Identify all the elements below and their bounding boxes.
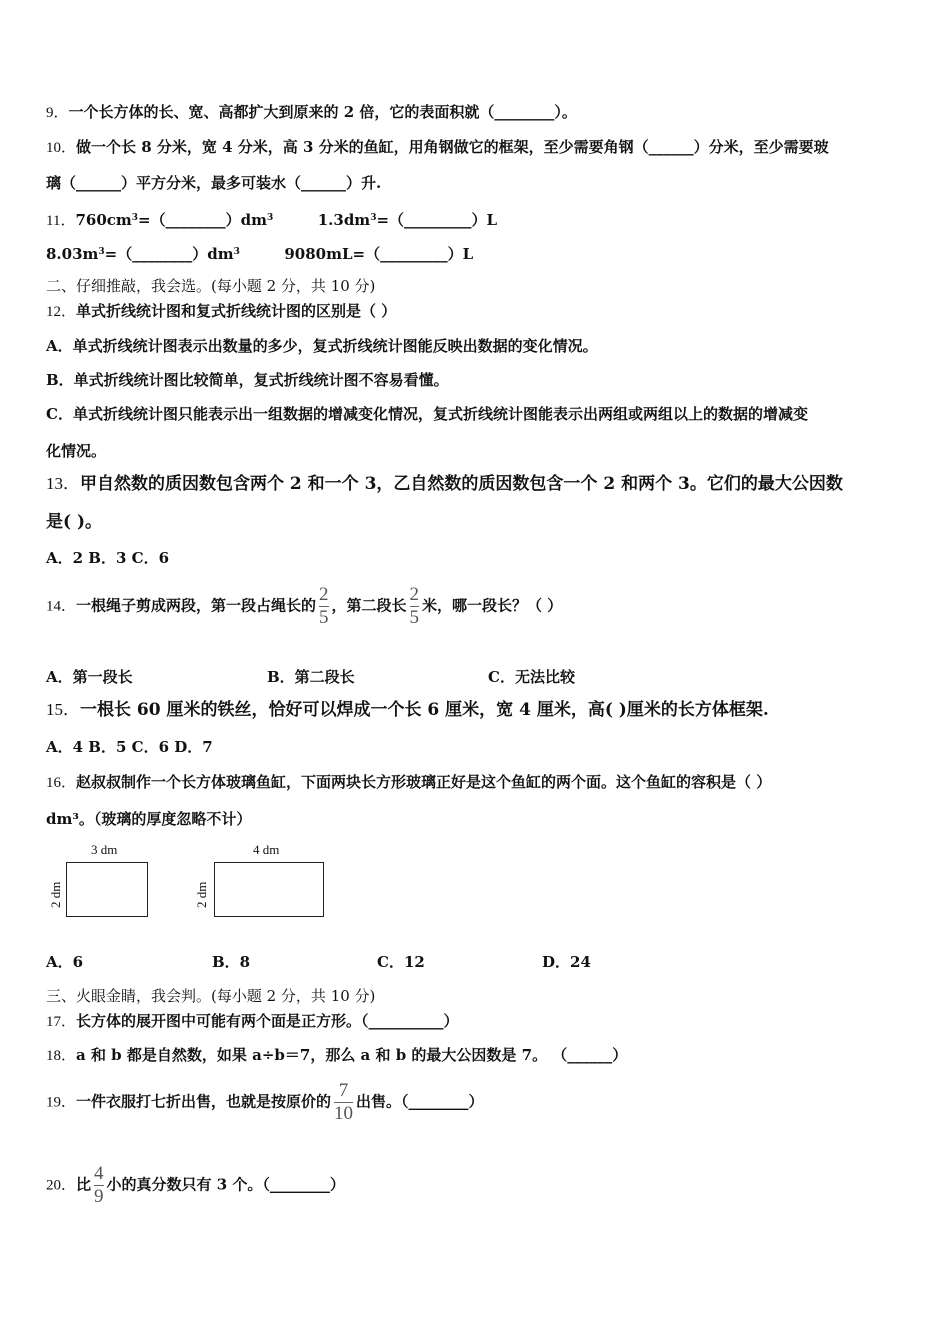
section-3-heading: 三、火眼金睛，我会判。(每小题 2 分，共 10 分): [46, 987, 376, 1005]
question-number: 16．: [46, 775, 77, 791]
numerator: 2: [319, 584, 329, 605]
height-label: 2 dm: [48, 881, 63, 908]
rectangle-figure-1: [46, 842, 156, 922]
question-13-options: A．2 B．3 C．6: [46, 549, 170, 567]
width-label: 3 dm: [91, 842, 118, 857]
question-16-line1: [46, 772, 771, 793]
question-text: 一个长方体的长、宽、高都扩大到原来的 2 倍，它的表面积就（________）。: [68, 103, 577, 121]
superscript: 3: [98, 247, 105, 257]
question-number: 9．: [46, 105, 69, 121]
question-text: 小的真分数只有 3 个。（________）: [106, 1175, 345, 1194]
superscript: 3: [370, 213, 377, 223]
question-10-line2: 璃（______）平方分米，最多可装水（______）升.: [46, 174, 382, 192]
denominator: 5: [409, 607, 420, 628]
height-label: 2 dm: [194, 881, 209, 908]
question-12-option-c-cont: 化情况。: [46, 442, 107, 460]
question-text: 赵叔叔制作一个长方体玻璃鱼缸，下面两块长方形玻璃正好是这个鱼缸的两个面。这个鱼缸的容积是（ ）: [76, 773, 772, 791]
rectangle: [214, 862, 324, 917]
conversion-a-rest: =（________）dm: [138, 211, 267, 229]
question-text: 单式折线统计图和复式折线统计图的区别是（ ）: [76, 302, 397, 320]
fraction: [94, 1163, 104, 1208]
conversion-b-rest: =（_________）L: [376, 211, 498, 229]
question-text: 一根长 60 厘米的铁丝，恰好可以焊成一个长 6 厘米，宽 4 厘米，高( )厘米的长方体框架.: [80, 700, 769, 720]
fraction: [410, 584, 420, 629]
question-16-option-d: D．24: [542, 953, 591, 971]
width-label: 4 dm: [253, 842, 280, 857]
question-11-line2: [46, 242, 473, 264]
question-12-option-a: A．单式折线统计图表示出数量的多少，复式折线统计图能反映出数据的变化情况。: [46, 337, 598, 355]
question-text: 做一个长 8 分米，宽 4 分米，高 3 分米的鱼缸，用角钢做它的框架，至少需要角钢（______）分米，至少需要玻: [76, 138, 829, 156]
question-number: 13．: [46, 474, 80, 493]
question-number: 19．: [46, 1094, 77, 1111]
question-20: [46, 1163, 345, 1208]
question-12-option-c: C．单式折线统计图只能表示出一组数据的增减变化情况，复式折线统计图能表示出两组或两组以上的数据的增减变: [46, 405, 808, 423]
conversion-a: 760cm: [75, 211, 132, 229]
question-number: 10．: [46, 140, 77, 156]
conversion-c-rest: =（________）dm: [104, 245, 234, 263]
question-text: 一件衣服打七折出售，也就是按原价的: [76, 1092, 332, 1111]
superscript: 3: [131, 213, 139, 223]
question-17: [46, 1011, 459, 1032]
denominator: 9: [94, 1186, 104, 1207]
question-18: [46, 1045, 627, 1066]
question-15-options: A．4 B．5 C．6 D．7: [46, 738, 213, 756]
question-9: [46, 102, 577, 123]
question-16-line2: dm³。（玻璃的厚度忽略不计）: [46, 810, 252, 828]
question-number: 14．: [46, 598, 77, 615]
conversion-d: 9080mL=（_________）L: [284, 245, 474, 263]
conversion-c: 8.03m: [46, 245, 99, 263]
question-16-option-a: A．6: [46, 953, 84, 971]
question-13-line2: 是( )。: [46, 512, 103, 532]
superscript: 3: [233, 247, 240, 257]
conversion-b: 1.3dm: [317, 211, 371, 229]
question-number: 17．: [46, 1014, 77, 1030]
question-text: 出售。（________）: [356, 1092, 484, 1111]
fraction: [334, 1080, 353, 1125]
question-11-line1: [46, 208, 497, 231]
question-text: 一根绳子剪成两段，第一段占绳长的: [76, 596, 317, 615]
question-number: 12．: [46, 304, 77, 320]
question-text: 长方体的展开图中可能有两个面是正方形。（__________）: [76, 1012, 459, 1030]
question-text: 甲自然数的质因数包含两个 2 和一个 3，乙自然数的质因数包含一个 2 和两个 3。它们的最大公因数: [80, 474, 843, 494]
question-text: ，第二段长: [331, 596, 407, 615]
section-2-heading: 二、仔细推敲，我会选。(每小题 2 分，共 10 分): [46, 277, 376, 295]
question-19: [46, 1080, 484, 1125]
question-text: 米，哪一段长？（ ）: [422, 596, 563, 615]
superscript: 3: [266, 213, 274, 223]
question-14-option-b: B．第二段长: [267, 668, 355, 686]
question-15: [46, 700, 769, 720]
question-number: 18．: [46, 1048, 77, 1064]
numerator: 2: [409, 584, 420, 605]
question-number: 20．: [46, 1177, 77, 1194]
question-14-option-a: A．第一段长: [46, 668, 133, 686]
question-12-option-b: B．单式折线统计图比较简单，复式折线统计图不容易看懂。: [46, 371, 449, 389]
question-14-option-c: C．无法比较: [488, 668, 575, 686]
denominator: 10: [334, 1103, 354, 1124]
fraction: [319, 584, 329, 629]
numerator: 7: [334, 1080, 353, 1103]
rectangle-figure-2: [192, 842, 332, 922]
question-text: a 和 b 都是自然数，如果 a÷b＝7，那么 a 和 b 的最大公因数是 7。 （______）: [76, 1046, 628, 1064]
numerator: 4: [94, 1163, 104, 1184]
question-10-line1: [46, 137, 829, 158]
question-16-option-c: C．12: [377, 953, 425, 971]
question-12: [46, 301, 396, 322]
denominator: 5: [319, 607, 329, 628]
question-14: [46, 584, 562, 629]
question-number: 11．: [46, 213, 76, 229]
question-text: 比: [76, 1175, 92, 1194]
question-13-line1: [46, 474, 843, 494]
question-number: 15．: [46, 700, 80, 719]
question-16-option-b: B．8: [212, 953, 251, 971]
rectangle: [66, 862, 148, 917]
